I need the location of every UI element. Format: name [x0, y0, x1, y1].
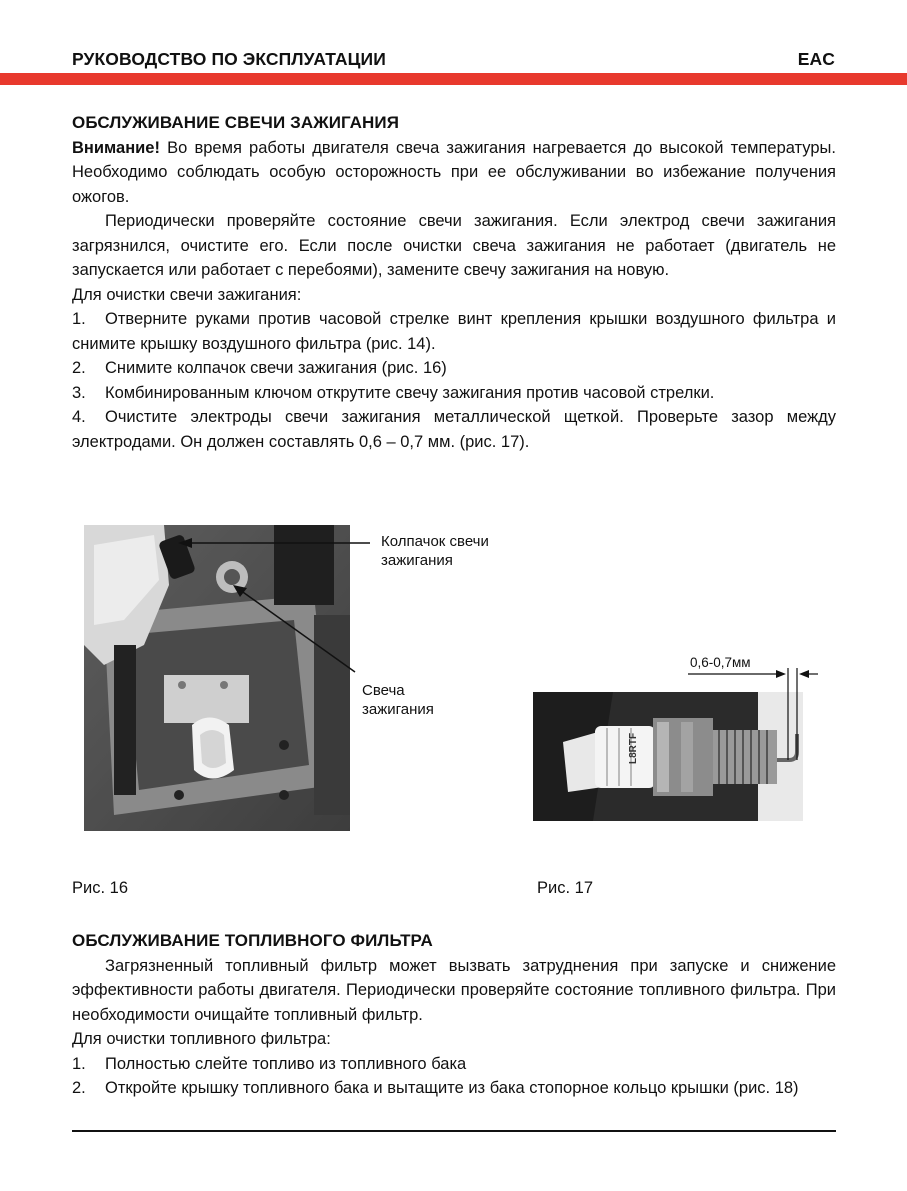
- gap-arrowhead-left: [776, 670, 786, 678]
- gap-arrowhead-right: [799, 670, 809, 678]
- plug-marking-text: L8RTF: [628, 732, 639, 764]
- list-item: 2. Снимите колпачок свечи зажигания (рис. 16): [72, 359, 447, 377]
- figure-16-caption: Рис. 16: [72, 879, 128, 897]
- section-heading-spark-plug: ОБСЛУЖИВАНИЕ СВЕЧИ ЗАЖИГАНИЯ: [72, 113, 400, 132]
- fuel-steps-intro: Для очистки топливного фильтра:: [72, 1030, 331, 1048]
- eac-mark: EAC: [797, 48, 835, 69]
- footer-rule: [72, 1130, 836, 1132]
- section-heading-fuel-filter: ОБСЛУЖИВАНИЕ ТОПЛИВНОГО ФИЛЬТРА: [72, 931, 433, 950]
- fuel-filter-paragraph: Загрязненный топливный фильтр может вызвать затруднения при запуске и снижение эффективности работы двигателя. Периодически проверяйте состояние топливного фильтра. При необходимости очищайте топливный фильтр.: [72, 956, 836, 1024]
- fuel-filter-section: [72, 929, 836, 1101]
- warning-text: Во время работы двигателя свеча зажигания нагревается до высокой температуры. Необходимо соблюдать особую осторожность при ее обслуживании во избежание получения ожогов.: [72, 138, 836, 206]
- steps-intro: Для очистки свечи зажигания:: [72, 285, 302, 304]
- label-spark-plug: Свеча зажигания: [362, 682, 434, 718]
- figure-17-caption: Рис. 17: [537, 879, 593, 897]
- list-item: 1. Полностью слейте топливо из топливного бака: [72, 1054, 467, 1073]
- list-item: 3. Комбинированным ключом открутите свечу зажигания против часовой стрелки.: [72, 383, 715, 402]
- spark-plug-paragraph: Периодически проверяйте состояние свечи зажигания. Если электрод свечи зажигания загрязнился, очистите его. Если после очистки свеча зажигания не работает (двигатель не запускается или работает с перебоями), замените свечу зажигания на новую.: [72, 212, 836, 279]
- gap-label: 0,6-0,7мм: [690, 655, 751, 670]
- warning-label: Внимание!: [72, 138, 160, 157]
- list-item: 4. Очистите электроды свечи зажигания металлической щеткой. Проверьте зазор между электродами. Он должен составлять 0,6 – 0,7 мм. (рис. 17).: [72, 408, 836, 451]
- list-item: 2. Откройте крышку топливного бака и вытащите из бака стопорное кольцо крышки (рис. 18): [72, 1079, 799, 1097]
- label-spark-plug-cap: Колпачок свечи зажигания: [381, 533, 489, 569]
- manual-title: РУКОВОДСТВО ПО ЭКСПЛУАТАЦИИ: [72, 48, 386, 69]
- list-item: 1. Отверните руками против часовой стрелке винт крепления крышки воздушного фильтра и снимите крышку воздушного фильтра (рис. 14).: [72, 310, 836, 353]
